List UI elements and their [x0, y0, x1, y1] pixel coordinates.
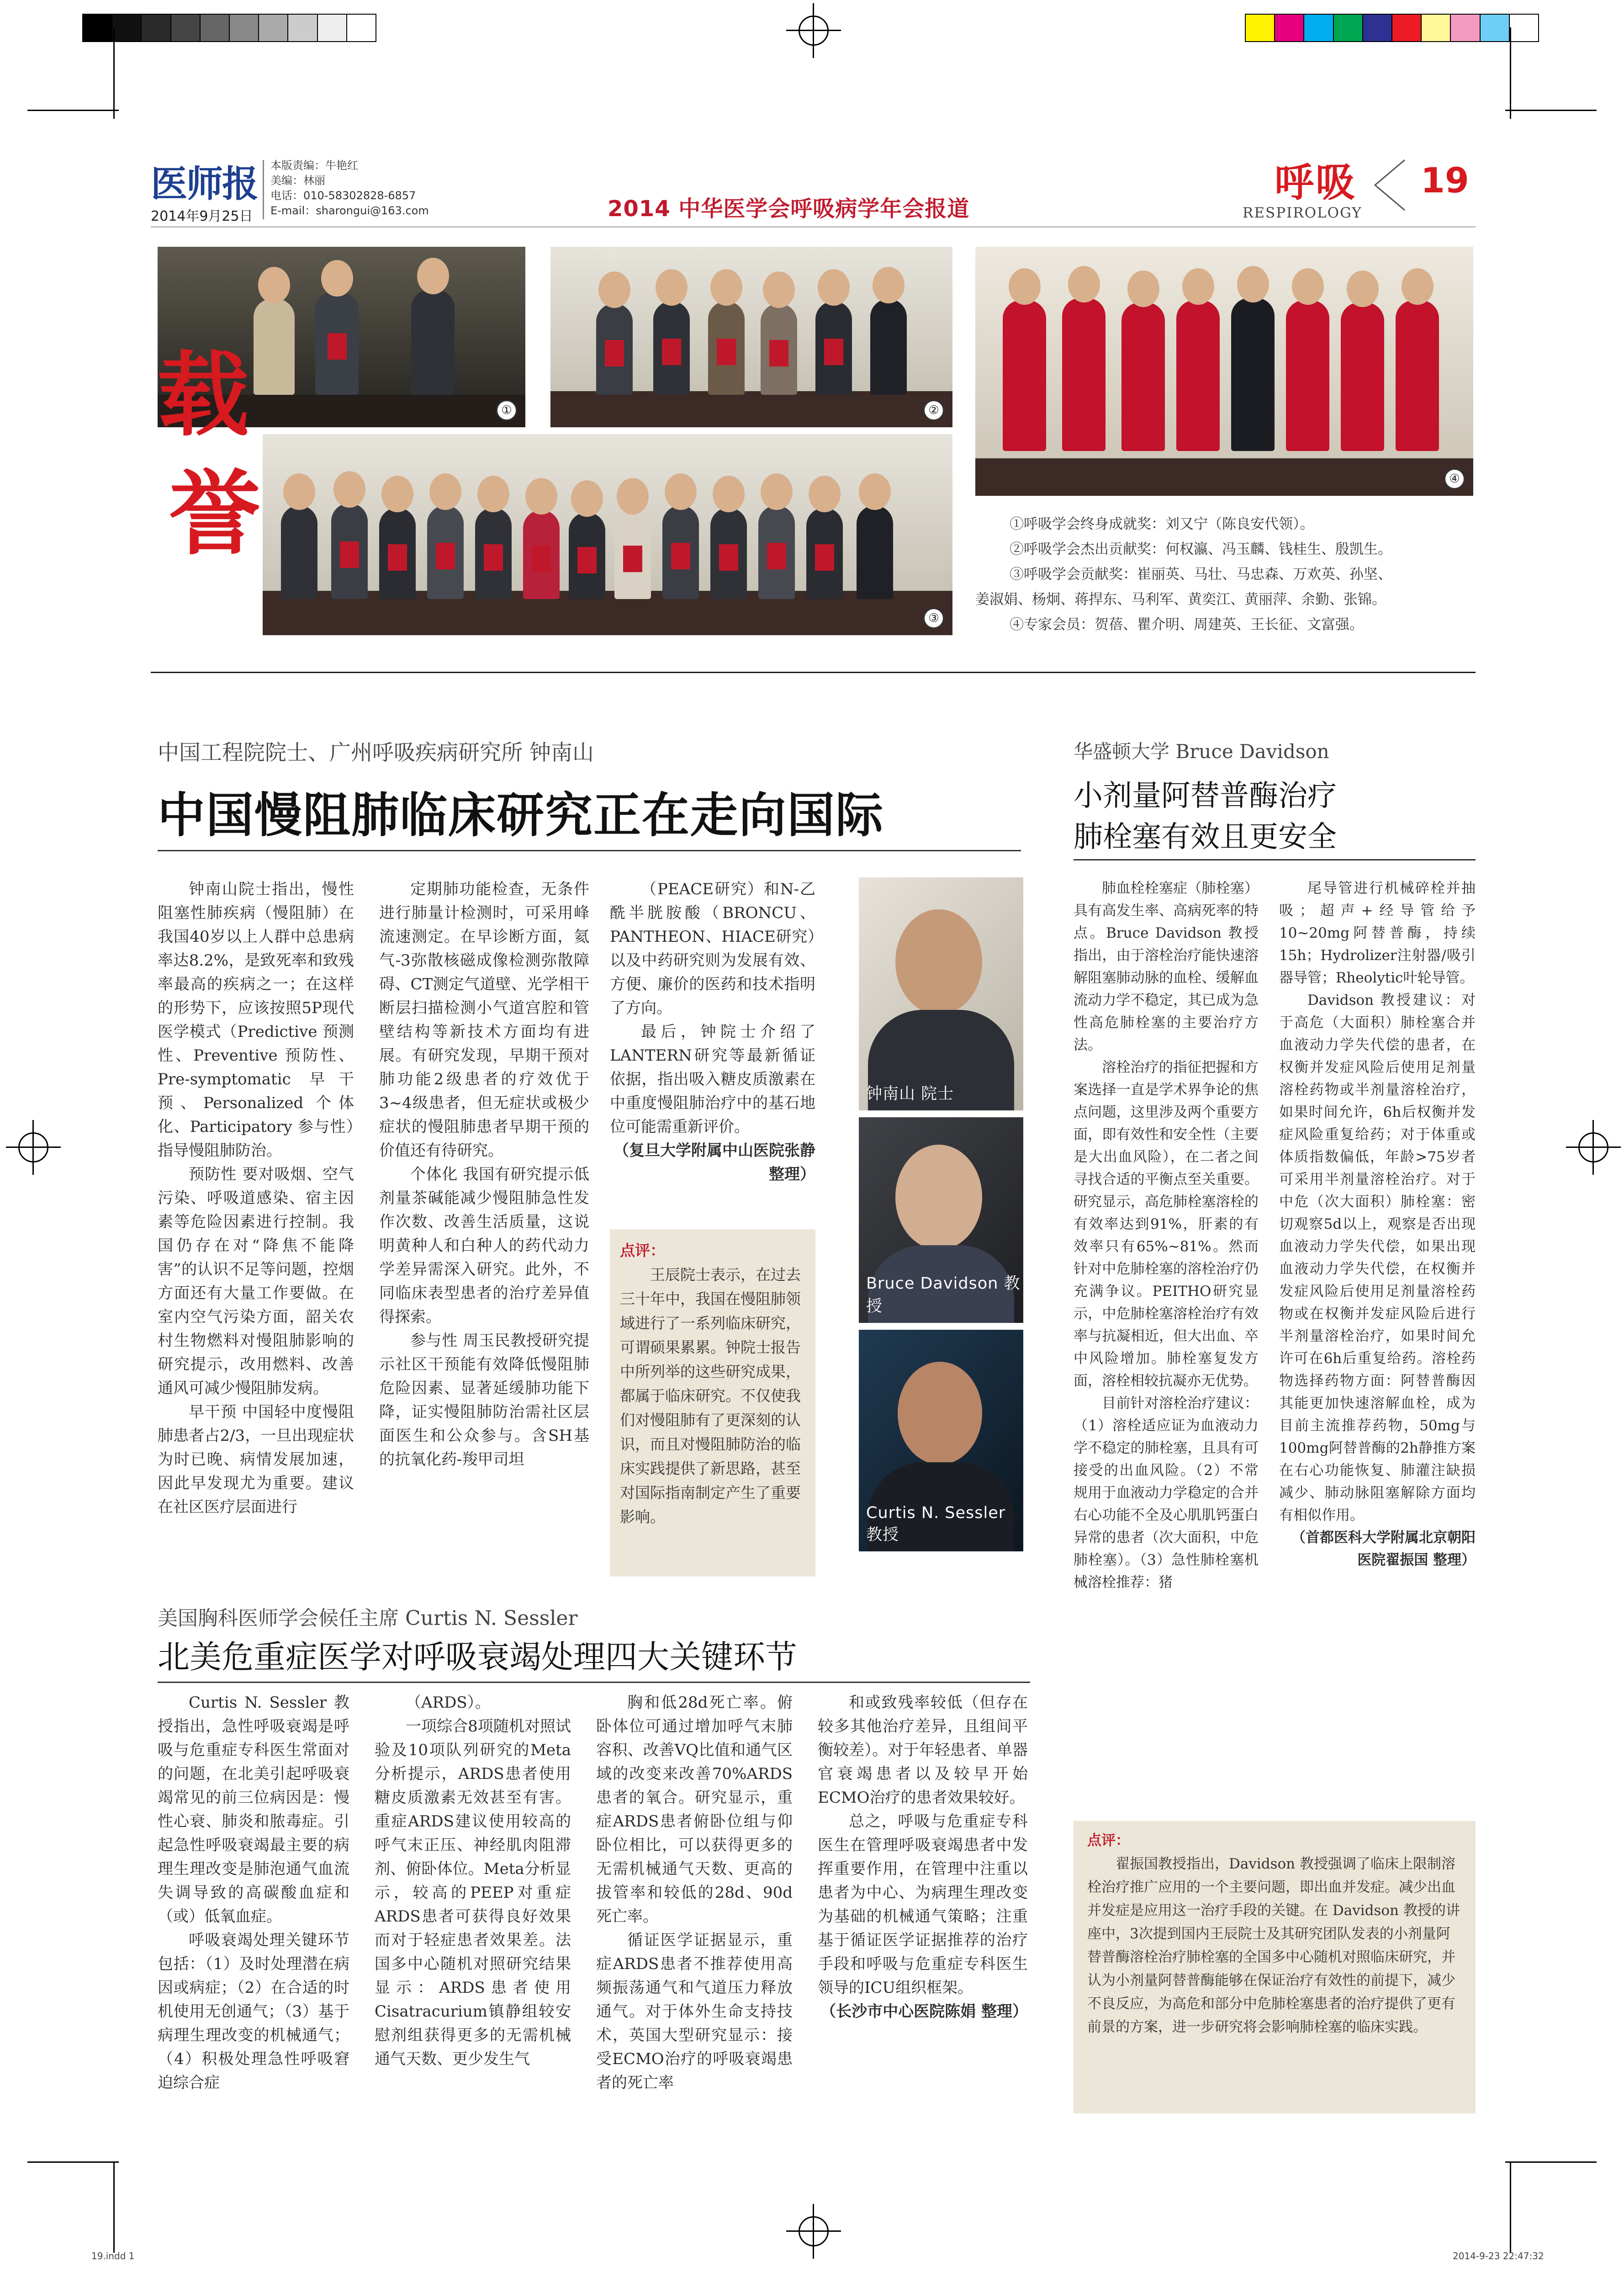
honors-title-char: 载	[158, 341, 249, 449]
grayscale-registration-bar	[82, 14, 376, 42]
article-paragraph: 呼吸衰竭处理关键环节包括：（1）及时处理潜在病因或病症；（2）在合适的时机使用无创通气；（3）基于病理生理改变的机械通气；（4）积极处理急性呼吸窘迫综合症	[158, 1931, 349, 2092]
newspaper-logo: 医师报	[151, 162, 258, 205]
article-paragraph: 预防性 要对吸烟、空气污染、呼吸道感染、宿主因素等危险因素进行控制。我国仍存在对“降焦不能降害”的认识不足等问题，控烟方面还有大量工作要做。在室内空气污染方面，韶关农村生物燃料对慢阻肺影响的研究提示，改用燃料、改善通风可减少慢阻肺发病。	[158, 1165, 354, 1397]
article1-headline: 中国慢阻肺临床研究正在走向国际	[158, 787, 884, 843]
article3-rule	[158, 1682, 1030, 1683]
article-paragraph: 溶栓治疗的指征把握和方案选择一直是学术界争论的焦点问题，这里涉及两个重要方面，即有效性和安全性（主要是大出血风险），在二者之间寻找合适的平衡点至关重要。研究显示，高危肺栓塞溶栓的有效率达到91%，肝素的有效率只有65%~81%。然而针对中危肺栓塞的溶栓治疗仍充满争议。PEITHO研究显示，中危肺栓塞溶栓治疗有效率与抗凝相近，但大出血、卒中风险增加。肺栓塞复发方面，溶栓相较抗凝亦无优势。	[1074, 1059, 1259, 1389]
article-paragraph: Curtis N. Sessler 教授指出，急性呼吸衰竭是呼吸与危重症专科医生常面对的问题，在北美引起呼吸衰竭常见的前三位病因是：慢性心衰、肺炎和脓毒症。引起急性呼吸衰竭最主要的病理生理改变是肺泡通气血流失调导致的高碳酸血症和（或）低氧血症。	[158, 1693, 349, 1926]
section-chevron-icon	[1370, 158, 1407, 212]
designer-line: 美编：林丽	[270, 174, 325, 187]
article2-headline-line1: 小剂量阿替普酶治疗	[1074, 779, 1337, 813]
crop-mark	[1505, 110, 1597, 111]
caption-line: ③呼吸学会贡献奖：崔丽英、马壮、马忠森、万欢英、孙坚、	[1010, 566, 1392, 583]
article3-column-2	[375, 1691, 571, 2071]
article2-headline-line2: 肺栓塞有效且更安全	[1074, 820, 1337, 854]
print-timestamp: 2014-9-23 22:47:32	[1453, 2251, 1544, 2261]
registration-mark-left	[18, 1132, 48, 1163]
phone-line: 电话：010-58302828-6857	[270, 189, 416, 202]
banner-title: 2014 中华医学会呼吸病学年会报道	[608, 196, 970, 222]
article3-headline: 北美危重症医学对呼吸衰竭处理四大关键环节	[158, 1638, 797, 1676]
registration-mark-top	[799, 16, 829, 46]
article3-column-3	[596, 1691, 793, 2095]
article3-column-4	[818, 1691, 1028, 2023]
comment-label: 点评：	[1087, 1832, 1130, 1849]
article-paragraph: 钟南山院士指出，慢性阻塞性肺疾病（慢阻肺）在我国40岁以上人群中总患病率达8.2%，是致死率和致残率最高的疾病之一；在这样的形势下，应该按照5P现代医学模式（Predictive 预测性、Preventive 预防性、Pre-symptomatic 早干预、Personalized 个体化、Participatory 参与性）指导慢阻肺防治。	[158, 880, 354, 1160]
issue-date: 2014年9月25日	[151, 208, 253, 224]
article2-rule	[1074, 859, 1476, 860]
article1-column-1	[158, 877, 354, 1519]
photo-number-2: ②	[923, 400, 944, 421]
article1-column-3	[610, 877, 815, 1186]
comment-text: 王辰院士表示，在过去三十年中，我国在慢阻肺领域进行了一系列临床研究，可谓硕果累累。钟院士报告中所列举的这些研究成果，都属于临床研究。不仅使我们对慢阻肺有了更深刻的认识，而且对慢阻肺防治的临床实践提供了新思路，甚至对国际指南制定产生了重要影响。	[620, 1266, 801, 1526]
registration-mark-bottom	[799, 2216, 829, 2246]
article-paragraph: 定期肺功能检查，无条件进行肺量计检测时，可采用峰流速测定。在早诊断方面，氦气-3弥散核磁成像检测弥散障碍、CT测定气道壁、光学相干断层扫描检测小气道宫腔和管壁结构等新技术方面均有进展。有研究发现，早期干预对肺功能2级患者的疗效优于3~4级患者，但无症状或极少症状的慢阻肺患者早期干预的价值还有待研究。	[379, 880, 589, 1160]
registration-mark-right	[1578, 1132, 1608, 1163]
crop-mark	[1505, 2161, 1597, 2163]
photo-number-4: ④	[1444, 468, 1465, 489]
article-source: （长沙市中心医院陈娟 整理）	[820, 2002, 1028, 2021]
portrait-caption: Bruce Davidson 教授	[866, 1274, 1021, 1316]
article1-comment-box	[610, 1229, 815, 1577]
article-paragraph: （ARDS）。	[406, 1693, 491, 1712]
article1-column-2	[379, 877, 589, 1471]
indesign-file-slug: 19.indd 1	[91, 2251, 135, 2261]
editor-line: 本版责编：牛艳红	[270, 159, 358, 172]
portrait-zhong-nanshan	[859, 877, 1023, 1110]
article-paragraph: 早干预 中国轻中度慢阻肺患者占2/3，一旦出现症状为时已晚、病情发展加速，因此早发现尤为重要。建议在社区医疗层面进行	[158, 1403, 354, 1516]
comment-text: 翟振国教授指出，Davidson 教授强调了临床上限制溶栓治疗推广应用的一个主要问题，即出血并发症。减少出血并发症是应用这一治疗手段的关键。在 Davidson 教授的讲座中，3次提到国内王辰院士及其研究团队发表的小剂量阿替普酶溶栓治疗肺栓塞的全国多中心随机对照临床研究，并认为小剂量阿替普酶能够在保证治疗有效性的前提下，减少不良反应，为高危和部分中危肺栓塞患者的治疗提供了更有前景的方案，进一步研究将会影响肺栓塞的临床实践。	[1087, 1856, 1460, 2035]
honors-captions	[975, 512, 1482, 637]
honors-divider	[151, 672, 1476, 673]
crop-mark	[113, 27, 115, 119]
photo-number-3: ③	[923, 608, 944, 629]
article-paragraph: 总之，呼吸与危重症专科医生在管理呼吸衰竭患者中发挥重要作用，在管理中注重以患者为中心、为病理生理改变为基础的机械通气策略；注重基于循证医学证据推荐的治疗手段和呼吸与危重症专科医生领导的ICU组织框架。	[818, 1812, 1028, 1997]
crop-mark	[27, 2161, 119, 2163]
article-paragraph: （PEACE研究）和N-乙酰半胱胺酸（BRONCU、PANTHEON、HIACE研究）以及中药研究则为发展有效、方便、廉价的医药和技术指明了方向。	[610, 880, 815, 1017]
crop-mark	[27, 110, 119, 111]
portrait-caption: 钟南山 院士	[866, 1085, 954, 1103]
masthead-rule	[151, 226, 1476, 228]
article2-column-2	[1279, 877, 1476, 1571]
photo-award-3	[263, 434, 952, 635]
color-registration-bar	[1245, 14, 1539, 42]
article2-comment-box	[1074, 1821, 1476, 2113]
crop-mark	[1510, 2161, 1511, 2253]
portrait-curtis-sessler	[859, 1330, 1023, 1551]
article2-kicker: 华盛顿大学 Bruce Davidson	[1074, 740, 1329, 763]
caption-line: ④专家会员：贺蓓、瞿介明、周建英、王长征、文富强。	[1010, 616, 1364, 633]
article-paragraph: Davidson 教授建议：对于高危（大面积）肺栓塞合并血液动力学失代偿的患者，在权衡并发症风险后使用足剂量溶栓药物或半剂量溶栓治疗，如果时间允许，6h后权衡并发症风险重复给药；对于体重或体质指数偏低，年龄>75岁者可采用半剂量溶栓治疗。对于中危（次大面积）肺栓塞：密切观察5d以上，观察是否出现血液动力学失代偿，如果出现血液动力学失代偿，在权衡并发症风险后使用足剂量溶栓药物或在权衡并发症风险后进行半剂量溶栓治疗，如果时间允许可在6h后重复给药。溶栓药物选择药物方面：阿替普酶因其能更加快速溶解血栓，成为目前主流推荐药物，50mg与100mg阿替普酶的2h静推方案在右心功能恢复、肺灌注缺损减少、肺动脉阻塞解除方面均有相似作用。	[1279, 992, 1476, 1524]
article-paragraph: 循证医学证据显示，重症ARDS患者不推荐使用高频振荡通气和气道压力释放通气。对于体外生命支持技术，英国大型研究显示：接受ECMO治疗的呼吸衰竭患者的死亡率	[596, 1931, 793, 2092]
email-line: E-mail：sharongui@163.com	[270, 204, 429, 217]
editor-credits	[270, 158, 429, 218]
article-paragraph: 最后，钟院士介绍了LANTERN研究等最新循证依据，指出吸入糖皮质激素在中重度慢阻肺治疗中的基石地位可能需重新评价。	[610, 1023, 815, 1136]
portrait-bruce-davidson	[859, 1117, 1023, 1323]
article-source: （复旦大学附属中山医院张静 整理）	[614, 1141, 815, 1184]
article3-kicker: 美国胸科医师学会候任主席 Curtis N. Sessler	[158, 1607, 578, 1630]
caption-line: ②呼吸学会杰出贡献奖：何权瀛、冯玉麟、钱桂生、殷凯生。	[1010, 541, 1392, 557]
article-paragraph: 和或致残率较低（但存在较多其他治疗差异，且组间平衡较差）。对于年轻患者、单器官衰竭患者以及较早开始ECMO治疗的患者效果较好。	[818, 1693, 1028, 1807]
crop-mark	[113, 2161, 115, 2253]
photo-award-2	[550, 247, 952, 427]
portrait-caption: Curtis N. Sessler 教授	[866, 1504, 1006, 1544]
article1-kicker: 中国工程院院士、广州呼吸疾病研究所 钟南山	[158, 740, 594, 765]
article-source: （首都医科大学附属北京朝阳医院翟振国 整理）	[1291, 1529, 1476, 1568]
article3-column-1	[158, 1691, 349, 2095]
article-paragraph: 一项综合8项随机对照试验及10项队列研究的Meta分析提示，ARDS患者使用糖皮质激素无效甚至有害。重症ARDS建议使用较高的呼气末正压、神经肌肉阻滞剂、俯卧体位。Meta分析显示，较高的PEEP对重症ARDS患者可获得良好效果而对于轻症患者效果差。法国多中心随机对照研究结果显示：ARDS患者使用Cisatracurium镇静组较安慰剂组获得更多的无需机械通气天数、更少发生气	[375, 1717, 571, 2068]
masthead-divider	[263, 160, 264, 219]
article-paragraph: 肺血栓栓塞症（肺栓塞）具有高发生率、高病死率的特点。Bruce Davidson 教授指出，由于溶栓治疗能快速溶解阻塞肺动脉的血栓、缓解血流动力学不稳定，其已成为急性高危肺栓塞的主要治疗方法。	[1074, 880, 1259, 1053]
section-name: 呼吸	[1275, 160, 1357, 206]
photo-number-1: ①	[496, 400, 517, 421]
article-paragraph: 尾导管进行机械碎栓并抽吸；超声+经导管给予10~20mg阿替普酶，持续15h；Hydrolizer注射器/吸引器导管；Rheolytic叶轮导管。	[1279, 880, 1476, 986]
honors-title-char: 誉	[169, 460, 261, 568]
article-paragraph: 目前针对溶栓治疗建议：（1）溶栓适应证为血液动力学不稳定的肺栓塞，且具有可接受的出血风险。（2）不常规用于血液动力学稳定的合并右心功能不全及心肌肌钙蛋白异常的患者（次大面积，中危肺栓塞）。（3）急性肺栓塞机械溶栓推荐：猪	[1074, 1395, 1259, 1591]
article-paragraph: 参与性 周玉民教授研究提示社区干预能有效降低慢阻肺危险因素、显著延缓肺功能下降，证实慢阻肺防治需社区层面医生和公众参与。含SH基的抗氧化药-羧甲司坦	[379, 1332, 589, 1469]
caption-line: 姜淑娟、杨炯、蒋捍东、马利军、黄奕江、黄丽萍、余勤、张锦。	[975, 591, 1386, 608]
page-number: 19	[1421, 160, 1469, 201]
section-name-english: RESPIROLOGY	[1243, 205, 1362, 221]
article2-column-1	[1074, 877, 1259, 1594]
comment-label: 点评：	[620, 1242, 665, 1259]
article-paragraph: 个体化 我国有研究提示低剂量茶碱能减少慢阻肺急性发作次数、改善生活质量，这说明黄种人和白种人的药代动力学差异需深入研究。此外，不同临床表型患者的治疗差异值得探索。	[379, 1165, 589, 1326]
crop-mark	[1510, 27, 1511, 119]
photo-award-4	[975, 247, 1473, 496]
article1-rule	[158, 850, 1021, 851]
caption-line: ①呼吸学会终身成就奖：刘又宁（陈良安代领）。	[1010, 516, 1314, 532]
article-paragraph: 胸和低28d死亡率。俯卧体位可通过增加呼气末肺容积、改善VQ比值和通气区域的改变来改善70%ARDS患者的氧合。研究显示，重症ARDS患者俯卧位组与仰卧位相比，可以获得更多的无需机械通气天数、更高的拔管率和较低的28d、90d死亡率。	[596, 1693, 793, 1926]
